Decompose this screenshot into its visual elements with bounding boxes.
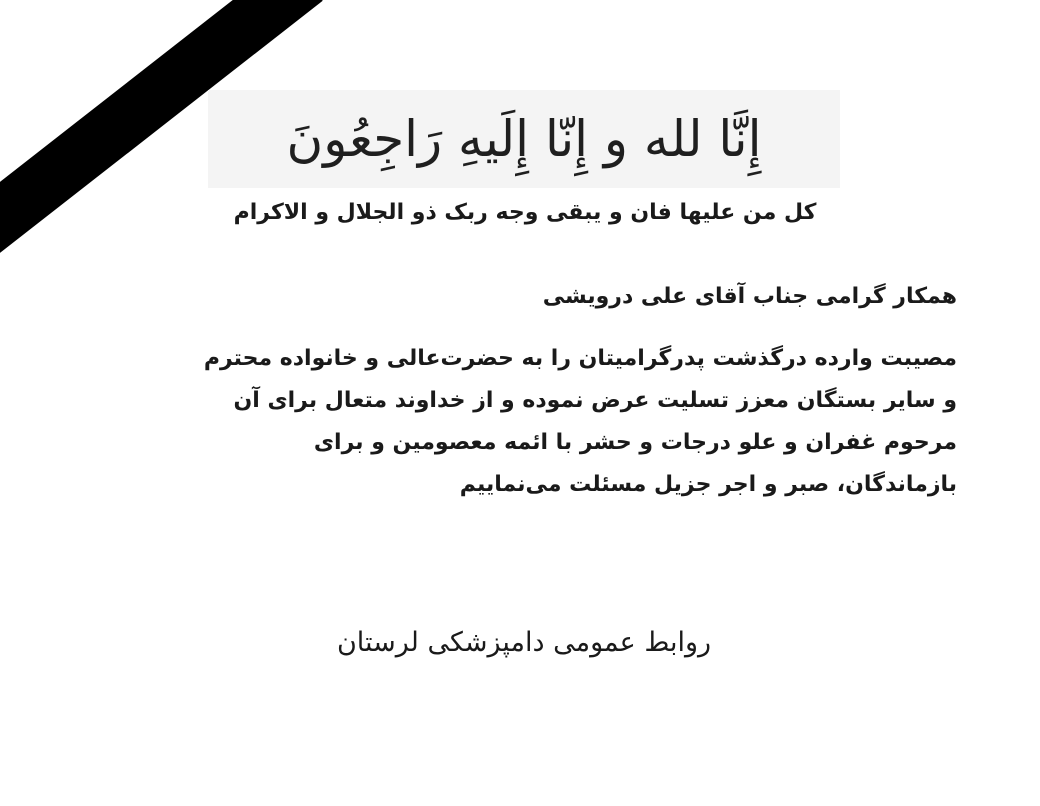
signature: روابط عمومی دامپزشکی لرستان — [336, 627, 712, 658]
quran-verse: إِنَّا لله و إِنّا إِلَیهِ رَاجِعُونَ — [208, 90, 840, 188]
message-line: و سایر بستگان معزز تسلیت عرض نموده و از خداوند متعال برای آن — [233, 388, 957, 413]
message-line: مصیبت وارده درگذشت پدرگرامیتان را به حضرت‌عالی و خانواده محترم — [203, 346, 957, 371]
message-line: مرحوم غفران و علو درجات و حشر با ائمه معصومین و برای — [313, 430, 957, 455]
quran-subverse: کل من علیها فان و یبقی وجه ربک ذو الجلال و الاکرام — [233, 200, 817, 225]
message-line: بازماندگان، صبر و اجر جزیل مسئلت می‌نماییم — [459, 472, 957, 497]
condolence-message — [90, 338, 957, 506]
salutation: همکار گرامی جناب آقای علی درویشی — [542, 284, 957, 309]
